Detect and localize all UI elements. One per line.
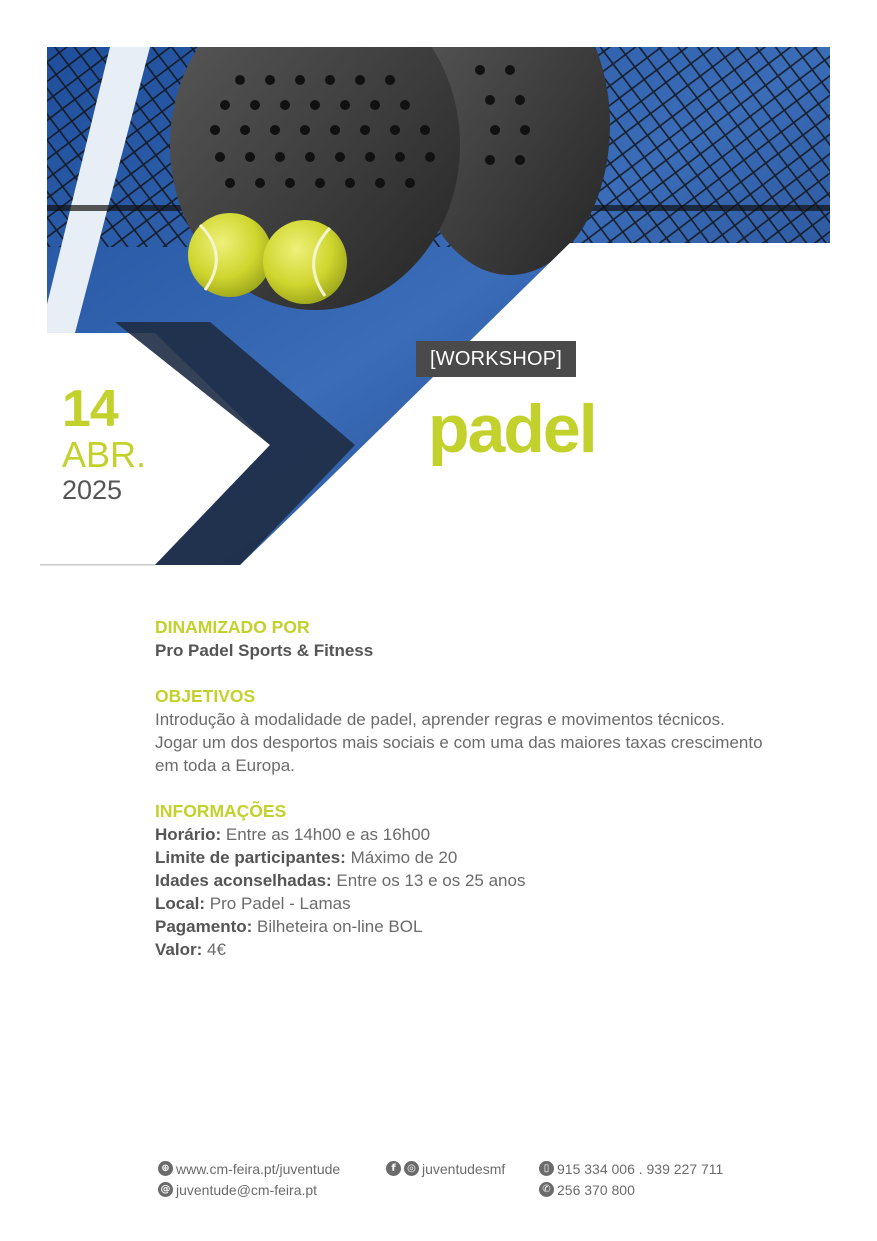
phone-number: 256 370 800 [557,1181,635,1198]
info-label: Valor: [155,940,203,959]
info-value: Entre as 14h00 e as 16h00 [225,825,431,844]
email-row[interactable] [158,1179,340,1200]
footer-social [386,1158,505,1179]
info-value: Máximo de 20 [350,848,458,867]
social-handle[interactable]: juventudesmf [422,1160,506,1177]
facebook-icon[interactable]: f [386,1161,401,1176]
mobile-phone-icon: ▯ [539,1161,554,1176]
info-value: Pro Padel - Lamas [209,894,351,913]
social-row[interactable] [386,1158,505,1179]
info-row [155,846,795,869]
objectives-line: Jogar um dos desportos mais sociais e com uma das maiores taxas crescimento [155,733,763,752]
event-date [62,382,146,506]
info-label: Idades aconselhadas: [155,871,332,890]
info-label: Limite de participantes: [155,848,346,867]
info-row [155,892,795,915]
event-type-tag: [WORKSHOP] [416,341,576,377]
mobile-numbers: 915 334 006 . 939 227 711 [557,1160,724,1177]
phone-row [539,1179,723,1200]
info-row [155,938,795,961]
phone-icon: ✆ [539,1182,554,1197]
organizer-section [155,616,795,662]
organizer-name: Pro Padel Sports & Fitness [155,641,374,660]
info-label: Local: [155,894,206,913]
objectives-line: Introdução à modalidade de padel, aprender regras e movimentos técnicos. [155,710,725,729]
info-heading: INFORMAÇÕES [155,801,287,821]
info-row [155,915,795,938]
globe-icon: ⊕ [158,1161,173,1176]
objectives-line: em toda a Europa. [155,756,295,775]
event-details [155,616,795,984]
info-value: Bilheteira on-line BOL [257,917,423,936]
website-link[interactable]: www.cm-feira.pt/juventude [176,1160,341,1177]
email-link[interactable]: juventude@cm-feira.pt [176,1181,318,1198]
info-value: 4€ [206,940,226,959]
info-value: Entre os 13 e os 25 anos [336,871,526,890]
date-month: ABR. [62,434,147,475]
mobile-row [539,1158,723,1179]
at-icon: @ [158,1182,173,1197]
info-row [155,869,795,892]
footer-web [158,1158,340,1200]
footer-phones [539,1158,723,1200]
date-year: 2025 [62,475,123,505]
event-title: padel [428,391,596,467]
info-row [155,823,795,846]
objectives-section [155,685,795,777]
organizer-heading: DINAMIZADO POR [155,617,310,637]
info-label: Pagamento: [155,917,253,936]
date-day: 14 [62,380,118,438]
website-row[interactable] [158,1158,340,1179]
info-section [155,800,795,961]
info-label: Horário: [155,825,222,844]
objectives-heading: OBJETIVOS [155,686,256,706]
instagram-icon[interactable]: ◎ [404,1161,419,1176]
